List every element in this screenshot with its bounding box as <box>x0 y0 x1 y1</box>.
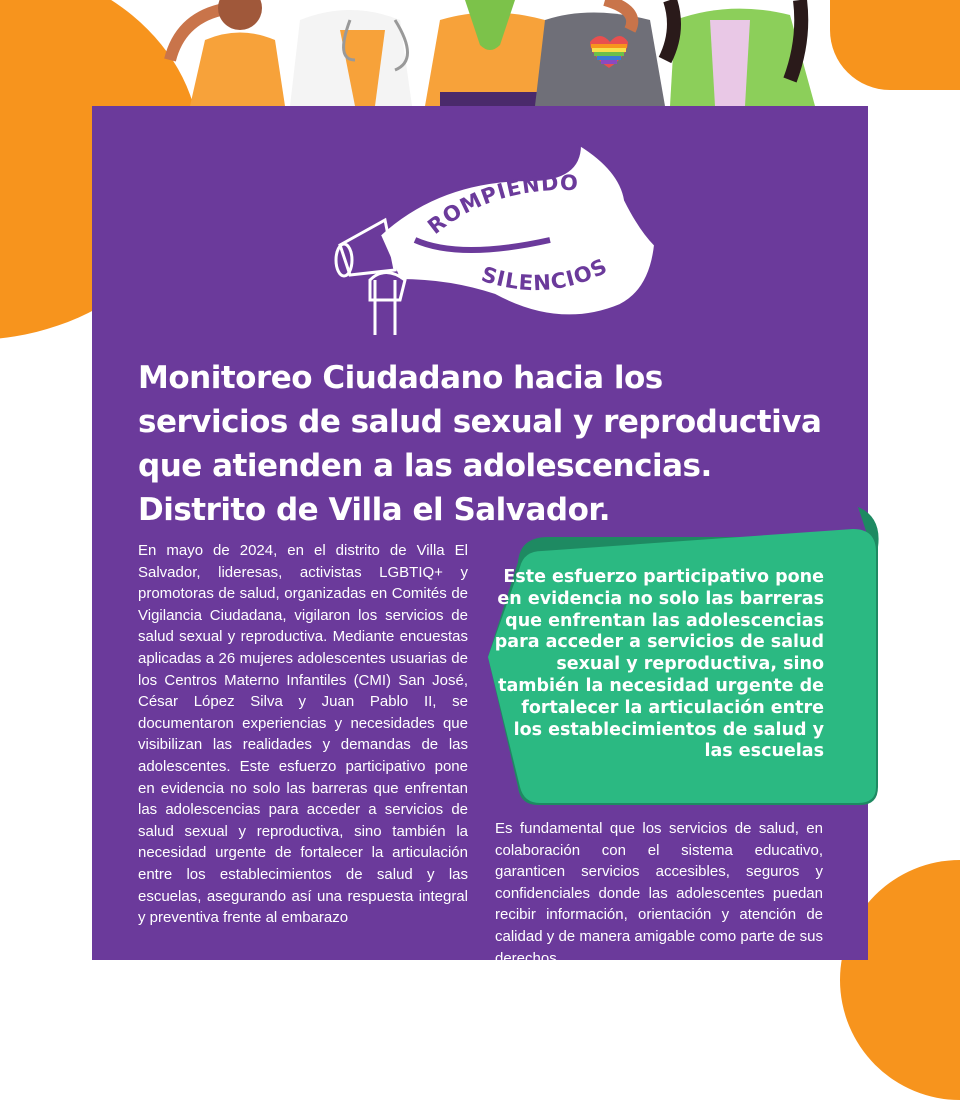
rompiendo-silencios-logo <box>320 140 660 345</box>
people-illustration <box>150 0 830 106</box>
title-line-4: Distrito de Villa el Salvador. <box>138 492 611 528</box>
intro-paragraph: En mayo de 2024, en el distrito de Villa El Salvador, lideresas, activistas LGBTIQ+ y promotoras de salud, organizadas en Comités de Vigilancia Ciudadana, vigilaron los servicios de salud sexual y reproductiva. Mediante encuestas aplicadas a 26 mujeres adolescentes usuarias de los Centros Materno Infantiles (CMI) San José, César López Silva y Juan Pablo II, se documentaron experiencias y necesidades que visibilizan las realidades y demandas de las adolescentes. Este esfuerzo participativo pone en evidencia no solo las barreras que enfrentan las adolescencias para acceder a servicios de salud sexual y reproductiva, sino también la necesidad urgente de fortalecer la articulación entre los establecimientos de salud y las escuelas, asegurando así una respuesta integral y preventiva frente al embarazo <box>138 542 468 927</box>
logo-line-1: ROMPIENDO <box>423 170 580 239</box>
orange-decor-right <box>830 0 960 90</box>
page-title <box>138 356 838 532</box>
title-line-3: que atienden a las adolescencias. <box>138 448 712 484</box>
callout-text: Este esfuerzo participativo pone en evidencia no solo las barreras que enfrentan las adolescencias para acceder a servicios de salud sexual y reproductiva, sino también la necesidad urgente de fortalecer la articulación entre los establecimientos de salud y las escuelas <box>494 567 824 762</box>
callout-box <box>478 507 882 809</box>
title-line-2: servicios de salud sexual y reproductiva <box>138 404 822 440</box>
closing-paragraph: Es fundamental que los servicios de salud, en colaboración con el sistema educativo, garanticen servicios accesibles, seguros y confidenciales donde las adolescentes puedan recibir información, orientación y atención de calidad y de manera amigable como parte de sus derechos <box>495 820 823 967</box>
title-line-1: Monitoreo Ciudadano hacia los <box>138 360 663 396</box>
logo-line-2: SILENCIOS <box>478 253 612 296</box>
